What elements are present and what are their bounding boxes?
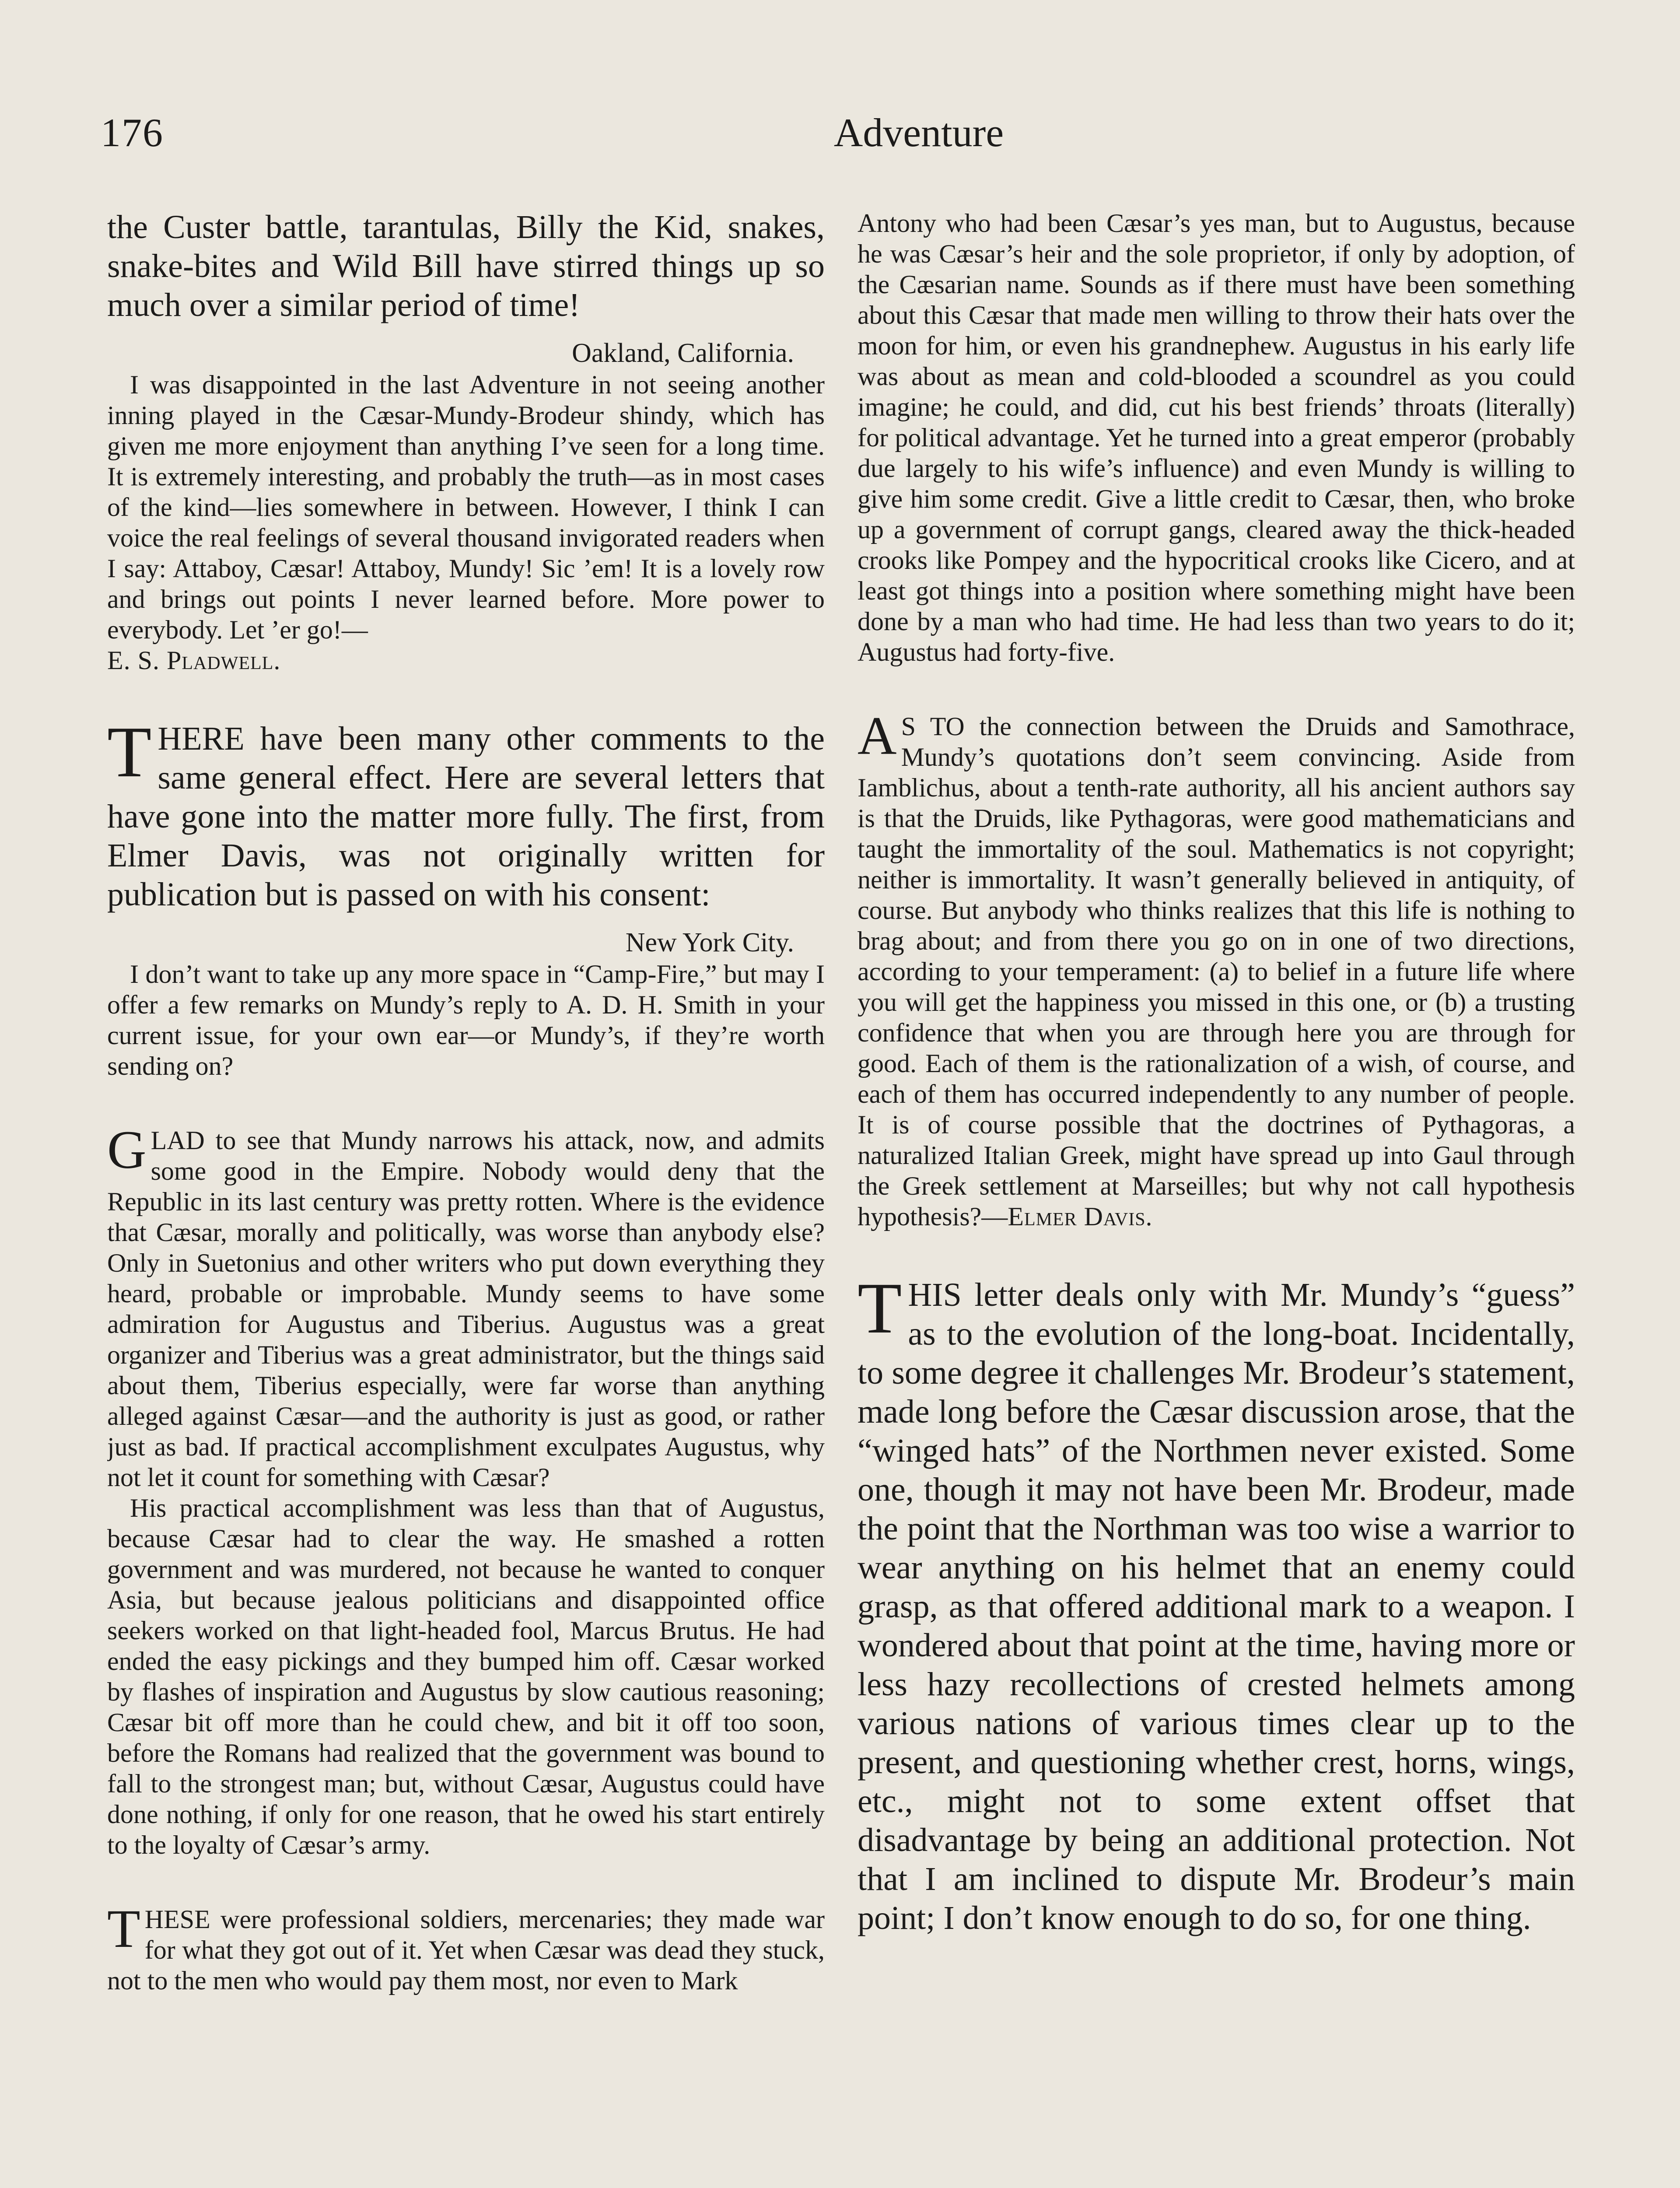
paragraph-long-boat-text: HIS letter deals only with Mr. Mundy’s “guess” as to the evolution of the long-boat. Incidentally, to some degree it challenges Mr. Brodeur’s statement, made long before the Cæsar discussion arose, that the “winged hats” of the Northmen never existed. Some one, though it may not have been Mr. Brodeur, made the point that the Northman was too wise a warrior to wear anything on his helmet that an enemy could grasp, as that offered additional mark to a weapon. I wondered about that point at the time, having more or less hazy recollections of crested helmets among various nations of various times clear up to the present, and questioning whether crest, horns, wings, etc., might not to some extent offset that disadvantage by being an additional protection. Not that I am inclined to dispute Mr. Brodeur’s main point; I don’t know enough to do so, for one thing. bbox=[858, 1276, 1575, 1936]
page-header bbox=[101, 109, 1588, 171]
left-column bbox=[107, 208, 825, 2188]
drop-cap-a: A bbox=[858, 706, 897, 766]
drop-cap-t: T bbox=[107, 1899, 140, 1959]
dateline-oakland: Oakland, California. bbox=[572, 338, 794, 368]
paragraph-glad bbox=[107, 1120, 825, 1493]
paragraph-antony: Antony who had been Cæsar’s yes man, but to Augustus, because he was Cæsar’s heir and the sole proprietor, if only by adoption, of the Cæsarian name. Sounds as if there must have been something about this Cæsar that made men willing to throw their hats over the moon for him, or even his grandnephew. Augustus in his early life was about as mean and cold-blooded a scoundrel as you could imagine; he could, and did, cut his best friends’ throats (literally) for political advantage. Yet he turned into a great emperor (probably due largely to his wife’s influence) and even Mundy is willing to give him some credit. Give a little credit to Cæsar, then, who broke up a government of corrupt gangs, cleared away the thick-headed crooks like Pompey and the hypocritical crooks like Cicero, and at least got things into a position where something might have been done by a man who had time. He had less than two years to do it; Augustus had forty-five. bbox=[858, 209, 1575, 666]
page-number: 176 bbox=[101, 110, 164, 155]
paragraph-glad-text: LAD to see that Mundy narrows his attack, now, and admits some good in the Empire. Nobody would deny that the Republic in its last century was pretty rotten. Where is the evidence that Cæsar, morally and politically, was worse than anybody else? Only in Suetonius and other writers who put down everything they heard, probable or improbable. Mundy seems to have some admiration for Augustus and Tiberius. Augustus was a great organizer and Tiberius was a great administrator, but the things said about them, Tiberius especially, were far worse than anything alleged against Cæsar—and the authority is just as good, or rather just as bad. If practical accomplishment exculpates Augustus, why not let it count for something with Cæsar? bbox=[107, 1126, 825, 1492]
drop-cap-t: T bbox=[107, 712, 152, 792]
letter-pladwell bbox=[107, 369, 825, 676]
right-column bbox=[858, 208, 1575, 2188]
paragraph-soldiers bbox=[107, 1899, 825, 1996]
running-title: Adventure bbox=[833, 110, 1004, 155]
paragraph-soldiers-text: HESE were professional soldiers, mercenaries; they made war for what they got out of it. Yet when Cæsar was dead they stuck, not to the men who would pay them most, nor even to Mark bbox=[107, 1905, 825, 1995]
drop-cap-t: T bbox=[858, 1268, 902, 1348]
drop-cap-g: G bbox=[107, 1120, 147, 1180]
paragraph-druids bbox=[858, 706, 1575, 1232]
letter-pladwell-text: I was disappointed in the last Adventure in not seeing another inning played in the Cæsar-Mundy-Brodeur shindy, which has given me more enjoyment than anything I’ve seen for a long time. It is extremely interesting, and probably the truth—as in most cases of the kind—lies somewhere in between. However, I think I can voice the real feelings of several thousand invigorated readers when I say: Attaboy, Cæsar! Attaboy, Mundy! Sic ’em! It is a lovely row and brings out points I never learned before. More power to everybody. Let ’er go!— bbox=[107, 370, 825, 644]
signature-pladwell: E. S. Pladwell. bbox=[107, 646, 281, 675]
paragraph-custer: the Custer battle, tarantulas, Billy the Kid, snakes, snake-bites and Wild Bill have stirred things up so much over a similar period of time! bbox=[107, 209, 825, 323]
dateline-new-york: New York City. bbox=[625, 928, 794, 957]
paragraph-comments-text: HERE have been many other comments to the same general effect. Here are several letters that have gone into the matter more fully. The first, from Elmer Davis, was not originally written for publication but is passed on with his consent: bbox=[107, 720, 825, 913]
signature-elmer-davis: Elmer Davis. bbox=[1008, 1202, 1153, 1231]
paragraph-accomplishment: His practical accomplishment was less than that of Augustus, because Cæsar had to clear the way. He smashed a rotten government and was murdered, not because he wanted to conquer Asia, but because jealous politicians and disappointed office seekers worked on that light-headed fool, Marcus Brutus. He had ended the easy pickings and they bumped him off. Cæsar worked by flashes of inspiration and Augustus by slow cautious reasoning; Cæsar bit off more than he could chew, and bit it off too soon, before the Romans had realized that the government was bound to fall to the strongest man; but, without Cæsar, Augustus could have done nothing, if only for one reason, that he owed his start entirely to the loyalty of Cæsar’s army. bbox=[107, 1494, 825, 1859]
paragraph-comments bbox=[107, 712, 825, 914]
paragraph-long-boat bbox=[858, 1268, 1575, 1938]
paragraph-camp-fire: I don’t want to take up any more space in “Camp-Fire,” but may I offer a few remarks on Mundy’s reply to A. D. H. Smith in your current issue, for your own ear—or Mundy’s, if they’re worth sending on? bbox=[107, 960, 825, 1080]
paragraph-druids-text: S TO the connection between the Druids and Samothrace, Mundy’s quotations don’t seem convincing. Aside from Iamblichus, about a tenth-rate authority, all his ancient authors say is that the Druids, like Pythagoras, were good mathematicians and taught the immortality of the soul. Mathematics is not copyright; neither is immortality. It wasn’t generally believed in antiquity, of course. But anybody who thinks realizes that this life is nothing to brag about; and from there you go on in one of two directions, according to your temperament: (a) to belief in a future life where you will get the happiness you missed in this one, or (b) a trusting confidence that when you are through here you are through for good. Each of them is the rationalization of a wish, of course, and each of them has occurred independently to any number of people. It is of course possible that the doctrines of Pythagoras, a naturalized Italian Greek, might have spread up into Gaul through the Greek settlement at Marseilles; but why not call hypothesis hypothesis?— bbox=[858, 712, 1575, 1231]
